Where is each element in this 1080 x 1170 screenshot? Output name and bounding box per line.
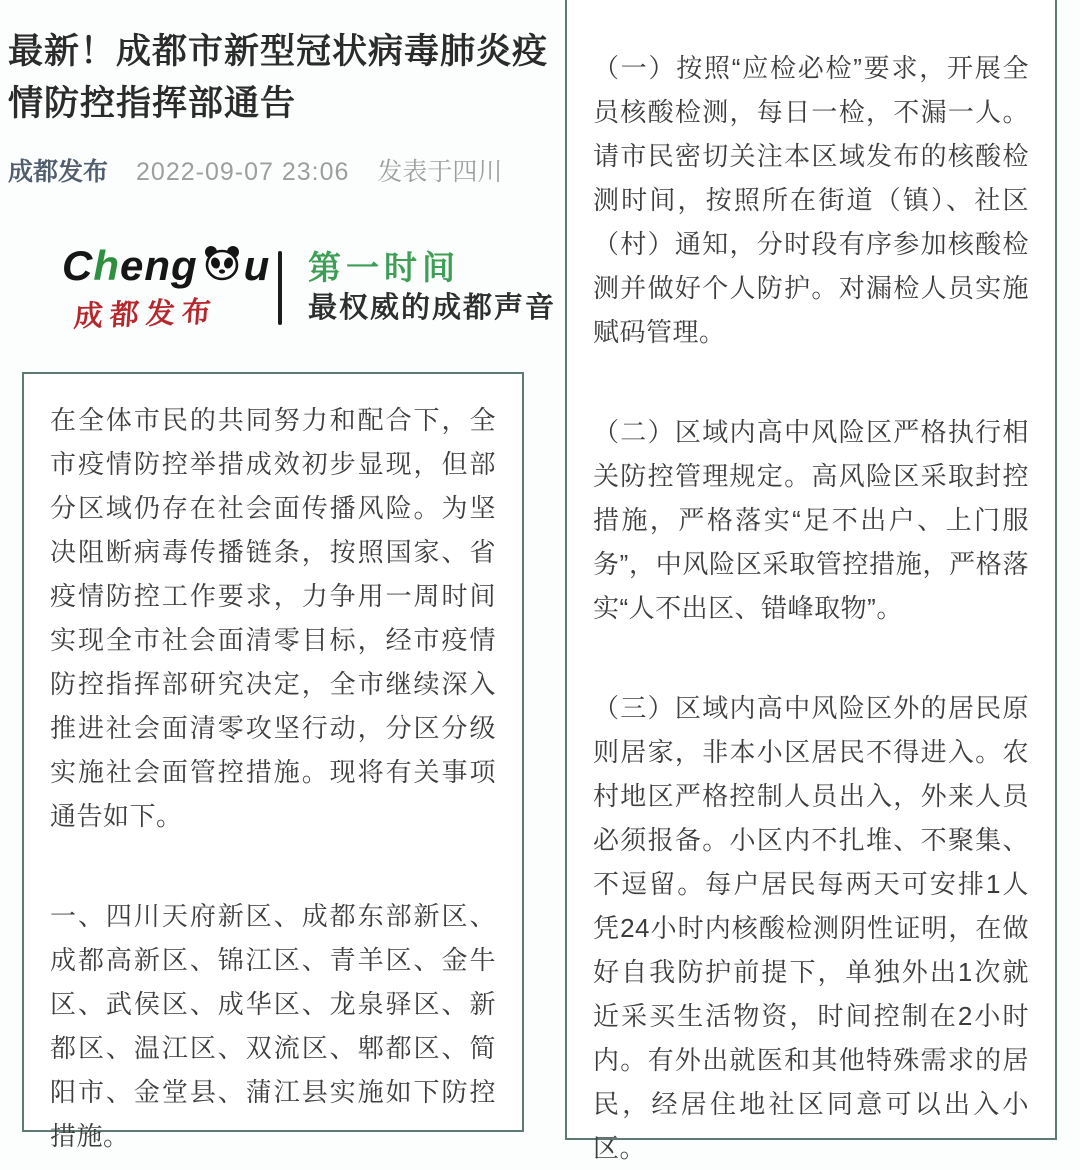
account-link[interactable]: 成都发布	[8, 158, 109, 186]
districts-paragraph: 一、四川天府新区、成都东部新区、成都高新区、锦江区、青羊区、金牛区、武侯区、成华区、龙泉驿区、新都区、温江区、双流区、郫都区、简阳市、金堂县、蒲江县实施如下防控措施。	[50, 901, 496, 1151]
wordmark-letter: u	[243, 242, 271, 289]
notice-intro-box	[22, 372, 524, 1151]
publish-location: 发表于四川	[377, 158, 503, 186]
intro-paragraph: 在全体市民的共同努力和配合下，全市疫情防控举措成效初步显现，但部分区域仍存在社会面传播风险。为坚决阻断病毒传播链条，按照国家、省疫情防控工作要求，力争用一周时间实现全市社会面清零目标，经市疫情防控指挥部研究决定，全市继续深入推进社会面清零攻坚行动，分区分级实施社会面管控措施。现将有关事项通告如下。	[50, 405, 496, 831]
measure-paragraph-1: （一）按照“应检必检”要求，开展全员核酸检测，每日一检，不漏一人。请市民密切关注本区域发布的核酸检测时间，按照所在街道（镇）、社区（村）通知，分时段有序参加核酸检测并做好个人防护。对漏检人员实施赋码管理。	[593, 53, 1029, 347]
article-header	[8, 26, 550, 188]
brand-logo	[62, 244, 556, 332]
wordmark-letter-accent: h	[93, 242, 120, 289]
notice-measures-box	[565, 0, 1057, 1163]
measure-paragraph-2: （二）区域内高中风险区严格执行相关防控管理规定。高风险区采取封控措施，严格落实“足不出户、上门服务”，中风险区采取管控措施，严格落实“人不出区、错峰取物”。	[593, 417, 1029, 623]
logo-wordmark	[62, 242, 271, 289]
panda-face-icon	[202, 244, 242, 289]
tagline-secondary: 最权威的成都声音	[308, 292, 557, 324]
publish-timestamp: 2022-09-07 23:06	[136, 158, 350, 186]
logo-tagline	[308, 250, 556, 326]
logo-wordmark-block	[62, 242, 271, 334]
logo-calligraphy: 成都发布	[72, 296, 219, 334]
measure-paragraph-3: （三）区域内高中风险区外的居民原则居家，非本小区居民不得进入。农村地区严格控制人员出入，外来人员必须报备。小区内不扎堆、不聚集、不逗留。每户居民每两天可安排1人凭24小时内核酸检测阴性证明，在做好自我防护前提下，单独外出1次就近采买生活物资，时间控制在2小时内。有外出就医和其他特殊需求的居民，经居住地社区同意可以出入小区。	[593, 693, 1029, 1163]
byline	[8, 152, 550, 188]
article-title: 最新！成都市新型冠状病毒肺炎疫情防控指挥部通告	[8, 32, 549, 123]
tagline-primary: 第一时间	[308, 251, 460, 287]
wordmark-letter: C	[62, 242, 94, 289]
logo-divider	[278, 251, 282, 325]
wordmark-letters: eng	[120, 242, 198, 289]
